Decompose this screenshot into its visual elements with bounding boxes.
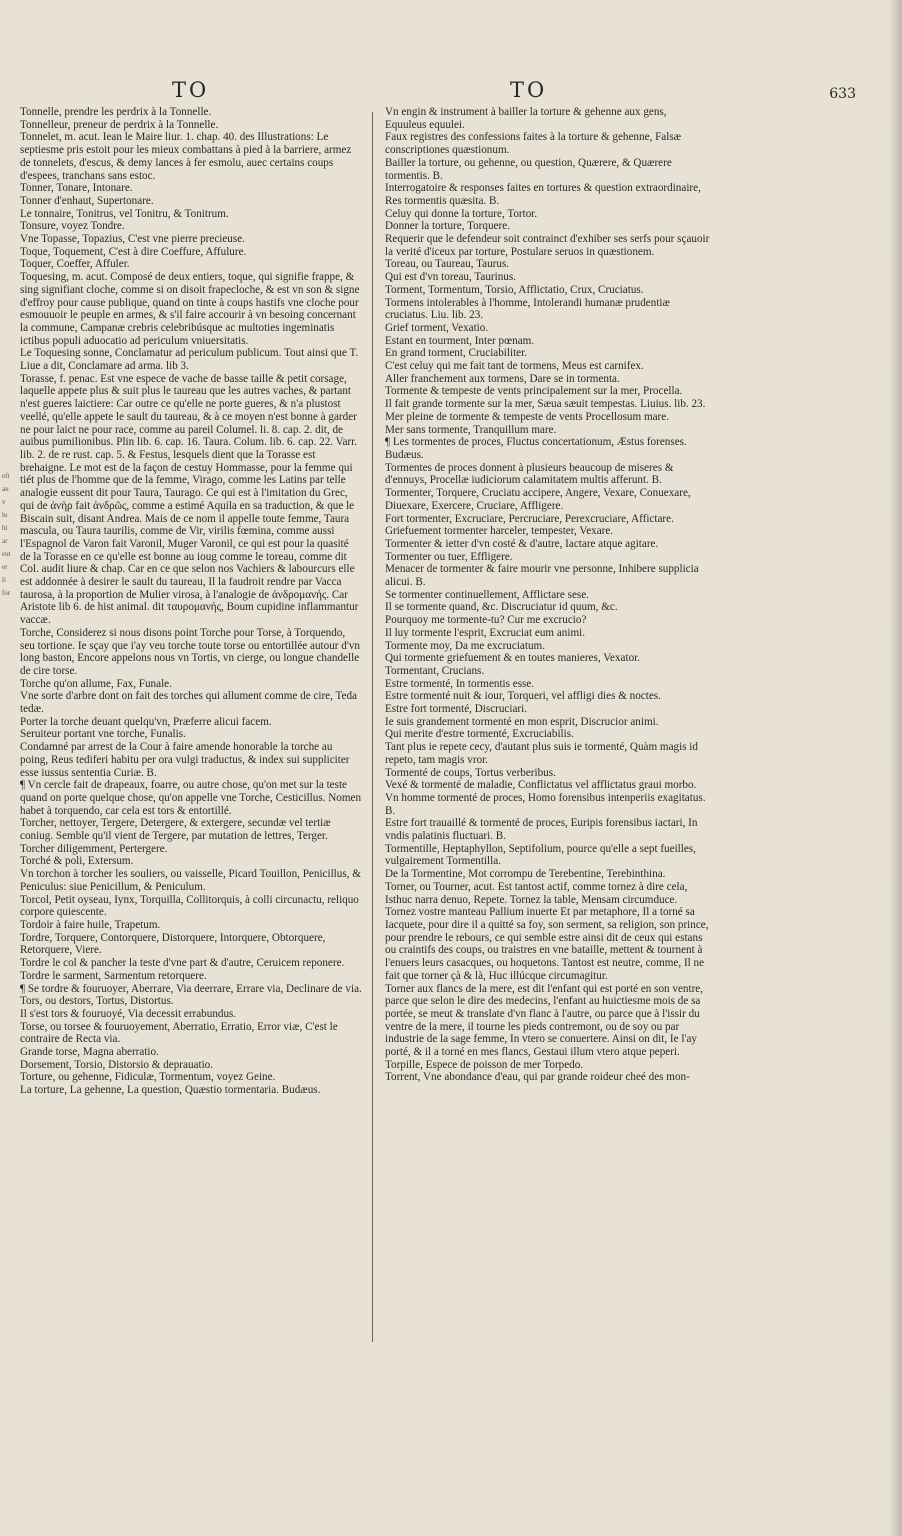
dictionary-entry: Toquer, Coeffer, Affuler. bbox=[20, 258, 130, 271]
dictionary-entry: Tonnelet, m. acut. Iean le Maire liur. 1. chap. 40. des Illustrations: Le septiesme pris estoit pour les mieux combattans à pied à la barriere, armez de tonnelets, d'escus, & demy lances à fer esmolu, auec certains coups d'espees, tranchans sans estoc. bbox=[20, 131, 352, 182]
dictionary-entry: Qui merite d'estre tormenté, Excruciabilis. bbox=[385, 728, 574, 741]
right-column bbox=[385, 106, 710, 1084]
dictionary-entry: Grande torse, Magna aberratio. bbox=[20, 1046, 159, 1059]
dictionary-entry: Tant plus ie repete cecy, d'autant plus suis ie tormenté, Quàm magis id repeto, tam magis vror. bbox=[385, 741, 698, 766]
dictionary-entry: Le tonnaire, Tonitrus, vel Tonitru, & Tonitrum. bbox=[20, 207, 229, 220]
dictionary-entry: Tormente & tempeste de vents principalement sur la mer, Procella. bbox=[385, 385, 683, 398]
dictionary-entry: Il fait grande tormente sur la mer, Sæua sæuit tempestas. Liuius. lib. 23. bbox=[385, 398, 706, 411]
dictionary-entry: Torcol, Petit oyseau, Iynx, Torquilla, Collitorquis, à colli circunactu, reliquo corpore quiescente. bbox=[20, 893, 359, 919]
dictionary-entry: Vne sorte d'arbre dont on fait des torches qui allument comme de cire, Teda tedæ. bbox=[20, 690, 357, 716]
dictionary-entry: De la Tormentine, Mot corrompu de Terebentine, Terebinthina. bbox=[385, 868, 666, 881]
dictionary-entry: Torasse, f. penac. Est vne espece de vache de basse taille & petit corsage, laquelle appete plus & suit plus le taureau que les autres vaches, & partant n'est gueres laictiere: Car outre ce qu'elle ne porte gueres, & n'a plustost veellé, qu'elle appete le sault du taureau, & à ce moyen n'est bonne à garder ne pour laict ne pour race, comme au pareil Columel. li. 8. cap. 2. dit, de auibus pumilionibus. Plin lib. 6. cap. 16. Taura. Colum. lib. 6. cap. 22. Varr. lib. 2. de re rust. cap. 5. & Festus, lesquels dient que la Torasse est brehaigne. Le mot est de la façon de cestuy Hommasse, pour la femme qui tiét plus de l'homme que de la femme, Virago, comme les Latins par telle analogie eussent dit pour Taura, Taurago. Ce qui est à l'imitation du Grec, qui de ἀνὴρ fait ἀνδρῶς, comme a estimé Aquila en sa traduction, & que le Biscain suit, disant Andrea. Mais de ce nom il appelle toute femme, Taura mascula, ou Taura taurilis, comme de Vir, virilis fœmina, comme aussi l'Espagnol de Varon fait Varonil, Muger Varonil, ce qui est pour la quasité de la Torasse en ce qu'elle est bonne au ioug comme le toreau, comme dit Col. audit liure & chap. Car en ce que selon nos Vachiers & labourcurs elle est addonnée à desirer le sault du taureau, Il la faudroit rendre par Vacca taurosa, à la proportion de Mulier virosa, à l'analogie de ἀνδρομανής. Car Aristote lib 6. de hist animal. dit ταυρομανής, Boum cupidine inflammantur vaccæ. bbox=[20, 372, 359, 627]
running-head-right: TO bbox=[510, 78, 548, 102]
dictionary-entry: Toreau, ou Taureau, Taurus. bbox=[385, 258, 510, 271]
dictionary-entry: La torture, La gehenne, La question, Quæstio tormentaria. Budæus. bbox=[20, 1084, 321, 1097]
dictionary-entry: Vexé & tormenté de maladie, Conflictatus vel afflictatus graui morbo. bbox=[385, 779, 697, 792]
dictionary-entry: Pourquoy me tormente-tu? Cur me excrucio? bbox=[385, 614, 587, 627]
dictionary-entry: Torrent, Vne abondance d'eau, qui par grande roideur cheé des mon- bbox=[385, 1071, 690, 1084]
dictionary-entry: Toque, Toquement, C'est à dire Coeffure, Affulure. bbox=[20, 245, 247, 258]
dictionary-entry: Tormenter ou tuer, Effligere. bbox=[385, 550, 513, 563]
dictionary-entry: Tonner d'enhaut, Supertonare. bbox=[20, 194, 154, 207]
margin-notes bbox=[2, 470, 18, 600]
dictionary-entry: Torse, ou torsee & fouruoyement, Aberratio, Erratio, Error viæ, C'est le contraire de Recta via. bbox=[20, 1020, 338, 1046]
dictionary-entry: Qui tormente griefuement & en toutes manieres, Vexator. bbox=[385, 652, 641, 665]
dictionary-entry: Qui est d'vn toreau, Taurinus. bbox=[385, 271, 516, 284]
dictionary-entry: Bailler la torture, ou gehenne, ou question, Quærere, & Quærere tormentis. B. bbox=[385, 156, 672, 182]
dictionary-entry: Torche, Considerez si nous disons point Torche pour Torse, à Torquendo, seu tortione. Ie sçay que i'ay veu torche toute torse ou entortillée autour d'vn long baston, Encore appelons nous vn Tortis, vn cierge, ou longue chandelle de cire torse. bbox=[20, 626, 360, 677]
dictionary-entry: Seruiteur portant vne torche, Funalis. bbox=[20, 728, 186, 741]
dictionary-entry: Torpille, Espece de poisson de mer Torpedo. bbox=[385, 1058, 584, 1071]
margin-note: for bbox=[2, 589, 11, 597]
dictionary-entry: Donner la torture, Torquere. bbox=[385, 220, 510, 233]
dictionary-entry: Vn torchon à torcher les souliers, ou vaisselle, Picard Touillon, Penicillus, & Peniculus: siue Penicillum, & Peniculum. bbox=[20, 868, 361, 893]
dictionary-entry: Estant en tourment, Inter pœnam. bbox=[385, 334, 535, 347]
dictionary-entry: Requerir que le defendeur soit contrainct d'exhiber ses serfs pour sçauoir la verité d'iceux par torture, Postulare seruos in quæstionem. bbox=[385, 233, 710, 258]
dictionary-entry: Tordoir à faire huile, Trapetum. bbox=[20, 919, 161, 931]
dictionary-entry: Mer sans tormente, Tranquillum mare. bbox=[385, 423, 557, 436]
dictionary-entry: Estre fort tormenté, Discruciari. bbox=[385, 703, 527, 716]
dictionary-entry: Tonnelle, prendre les perdrix à la Tonnelle. bbox=[20, 106, 212, 118]
dictionary-entry: Tordre le col & pancher la teste d'vne part & d'autre, Ceruicem reponere. bbox=[20, 957, 345, 970]
dictionary-entry: Faux registres des confessions faites à la torture & gehenne, Falsæ conscriptiones quæstionum. bbox=[385, 131, 682, 157]
dictionary-entry: Tormentant, Crucians. bbox=[385, 664, 485, 677]
dictionary-entry: Tormenter & ietter d'vn costé & d'autre, Iactare atque agitare. bbox=[385, 537, 659, 550]
dictionary-entry: Torché & poli, Extersum. bbox=[20, 855, 134, 868]
dictionary-entry: C'est celuy qui me fait tant de tormens, Meus est carnifex. bbox=[385, 360, 644, 373]
page-number: 633 bbox=[829, 86, 856, 102]
dictionary-entry: Torment, Tormentum, Torsio, Afflictatio, Crux, Cruciatus. bbox=[385, 283, 644, 296]
dictionary-entry: Tormentes de proces donnent à plusieurs beaucoup de miseres & d'ennuys, Procellæ iudiciorum calamitatem multis afferunt. B. bbox=[385, 461, 674, 487]
dictionary-entry: Il luy tormente l'esprit, Excruciat eum animi. bbox=[385, 626, 586, 639]
dictionary-entry: Torner, ou Tourner, acut. Est tantost actif, comme tornez à dire cela, Isthuc narra denuo, Repete. Tornez la table, Mensam circumduce. Tornez vostre manteau Pallium inuerte Et par metaphore, Il a torné sa Iacquete, pour dire il a quitté sa foy, son serment, sa religion, son prince, pour prendre le rebours, ce qui semble estre ainsi dit de ceux qui estans ou craintifs des coups, ou traistres en vne bataille, mettent & tournent à l'enuers leurs casacques, ou hoquetons. Tantost est neutre, comme, Il ne fait que torner çà & là, Huc illúcque circumagitur. bbox=[385, 880, 709, 982]
dictionary-entry: Tormenté de coups, Tortus verberibus. bbox=[385, 766, 556, 779]
dictionary-entry: Grief torment, Vexatio. bbox=[385, 321, 489, 334]
dictionary-entry: Torture, ou gehenne, Fidiculæ, Tormentum, voyez Geine. bbox=[20, 1071, 276, 1084]
dictionary-entry: Tonnelleur, preneur de perdrix à la Tonnelle. bbox=[20, 118, 219, 131]
margin-note: eft bbox=[2, 472, 10, 480]
dictionary-entry: Condamné par arrest de la Cour à faire amende honorable la torche au poing, Reus tediferi habitu per ora vulgi traductus, & index sui suppliciter esse iussus sententia Curiæ. B. bbox=[20, 741, 350, 779]
dictionary-entry: Le Toquesing sonne, Conclamatur ad periculum publicum. Tout ainsi que T. Liue a dit, Conclamare ad arma. lib 3. bbox=[20, 347, 359, 373]
margin-note: lu bbox=[2, 511, 8, 519]
running-head-left: TO bbox=[172, 78, 210, 102]
margin-note: eut bbox=[2, 550, 11, 558]
dictionary-entry: Vne Topasse, Topazius, C'est vne pierre precieuse. bbox=[20, 233, 245, 246]
dictionary-entry: Estre tormenté nuit & iour, Torqueri, vel affligi dies & noctes. bbox=[385, 690, 661, 703]
dictionary-entry: Tonsure, voyez Tondre. bbox=[20, 220, 125, 233]
dictionary-entry: Tordre, Torquere, Contorquere, Distorquere, Intorquere, Obtorquere, Retorquere, Viere. bbox=[20, 931, 326, 957]
column-divider bbox=[372, 112, 373, 1342]
dictionary-entry: Il s'est tors & fouruoyé, Via decessit errabundus. bbox=[20, 1007, 237, 1020]
dictionary-entry: Torcher diligemment, Pertergere. bbox=[20, 842, 168, 855]
dictionary-entry: Tonner, Tonare, Intonare. bbox=[20, 182, 133, 195]
dictionary-entry: Tormentille, Heptaphyllon, Septifolium, pource qu'elle a sept fueilles, vulgairement Tormentilla. bbox=[385, 842, 696, 868]
dictionary-entry: Vn homme tormenté de proces, Homo forensibus intenperiis exagitatus. B. bbox=[385, 791, 706, 817]
dictionary-entry: Tors, ou destors, Tortus, Distortus. bbox=[20, 995, 174, 1008]
dictionary-entry: Tormenter, Torquere, Cruciatu accipere, Angere, Vexare, Conuexare, Diuexare, Exercere, Cruciare, Affligere. bbox=[385, 487, 691, 512]
dictionary-entry: Mer pleine de tormente & tempeste de vents Procellosum mare. bbox=[385, 410, 669, 423]
dictionary-entry: Griefuement tormenter harceler, tempester, Vexare. bbox=[385, 525, 614, 538]
margin-note: hi bbox=[2, 524, 8, 532]
dictionary-entry: Menacer de tormenter & faire mourir vne personne, Inhibere supplicia alicui. B. bbox=[385, 563, 699, 589]
dictionary-entry: Torcher, nettoyer, Tergere, Detergere, & extergere, secundæ vel tertiæ coniug. Semble qu'il vient de Tergere, par mutation de lettres, Terger. bbox=[20, 817, 331, 843]
dictionary-entry: Tordre le sarment, Sarmentum retorquere. bbox=[20, 969, 207, 982]
margin-note: au bbox=[2, 485, 9, 493]
dictionary-entry: ¶ Se tordre & fouruoyer, Aberrare, Via deerrare, Errare via, Declinare de via. bbox=[20, 982, 362, 995]
dictionary-entry: Toquesing, m. acut. Composé de deux entiers, toque, qui signifie frappe, & sing signifiant cloche, comme si on disoit frapecloche, & est vn son & signe d'effroy pour cause publique, quand on tinte à coups hastifs vne cloche pour esmouuoir le peuple en armes, & s'il faire accourir à vn besoing concernant la commune, Campanæ crebris celebribúsque ac multoties ingeminatis ictibus populi aduocatio ad periculum vniuersitatis. bbox=[20, 271, 360, 347]
left-column bbox=[20, 106, 362, 1097]
dictionary-entry: ¶ Les tormentes de proces, Fluctus concertationum, Æstus forenses. Budæus. bbox=[385, 436, 687, 461]
dictionary-entry: ¶ Vn cercle fait de drapeaux, foarre, ou autre chose, qu'on met sur la teste quand on porte quelque chose, qu'on appelle vne Torche, Cesticillus. Nomen habet à torquendo, car cela est tors & entortillé. bbox=[20, 779, 362, 817]
dictionary-entry: Ie suis grandement tormenté en mon esprit, Discrucior animi. bbox=[385, 715, 659, 728]
margin-note: ar bbox=[2, 537, 8, 545]
dictionary-entry: Aller franchement aux tormens, Dare se in tormenta. bbox=[385, 372, 620, 385]
dictionary-entry: Estre fort trauaillé & tormenté de proces, Euripis forensibus iactari, In vndis palatinis fluctuari. B. bbox=[385, 817, 698, 843]
dictionary-entry: Estre tormenté, In tormentis esse. bbox=[385, 677, 535, 690]
dictionary-entry: Tormente moy, Da me excruciatum. bbox=[385, 639, 545, 652]
dictionary-entry: Dorsement, Torsio, Distorsio & deprauatio. bbox=[20, 1058, 214, 1071]
dictionary-entry: Interrogatoire & responses faites en tortures & question extraordinaire, Res tormentis quæsita. B. bbox=[385, 182, 701, 207]
margin-note: li bbox=[2, 576, 6, 584]
dictionary-entry: Se tormenter continuellement, Afflictare sese. bbox=[385, 588, 589, 601]
dictionary-entry: Vn engin & instrument à bailler la torture & gehenne aux gens, Equuleus equulei. bbox=[385, 106, 667, 131]
dictionary-entry: En grand torment, Cruciabiliter. bbox=[385, 347, 528, 360]
dictionary-entry: Tormens intolerables à l'homme, Intolerandi humanæ prudentiæ cruciatus. Liu. lib. 23. bbox=[385, 296, 670, 322]
dictionary-entry: Il se tormente quand, &c. Discruciatur id quum, &c. bbox=[385, 601, 618, 614]
margin-note: er bbox=[2, 563, 8, 571]
dictionary-entry: Fort tormenter, Excruciare, Percruciare, Perexcruciare, Affictare. bbox=[385, 512, 674, 525]
dictionary-entry: Torner aux flancs de la mere, est dit l'enfant qui est porté en son ventre, parce que selon le dire des medecins, l'enfant au huictiesme mois de sa portée, se meut & translate d'vn flanc à l'autre, ou parce que à l'issir du ventre de la mere, il tourne les pieds contremont, ou de soy ou par industrie de la sage femme, In vtero se conuertere. Ainsi on dit, Ie l'ay porté, & il a torné en mes flancs, Gestaui illum vtero atque peperi. bbox=[385, 982, 704, 1059]
dictionary-entry: Porter la torche deuant quelqu'vn, Præferre alicui facem. bbox=[20, 715, 272, 728]
margin-note: v bbox=[2, 498, 6, 506]
dictionary-entry: Torche qu'on allume, Fax, Funale. bbox=[20, 677, 172, 690]
dictionary-entry: Celuy qui donne la torture, Tortor. bbox=[385, 207, 538, 220]
